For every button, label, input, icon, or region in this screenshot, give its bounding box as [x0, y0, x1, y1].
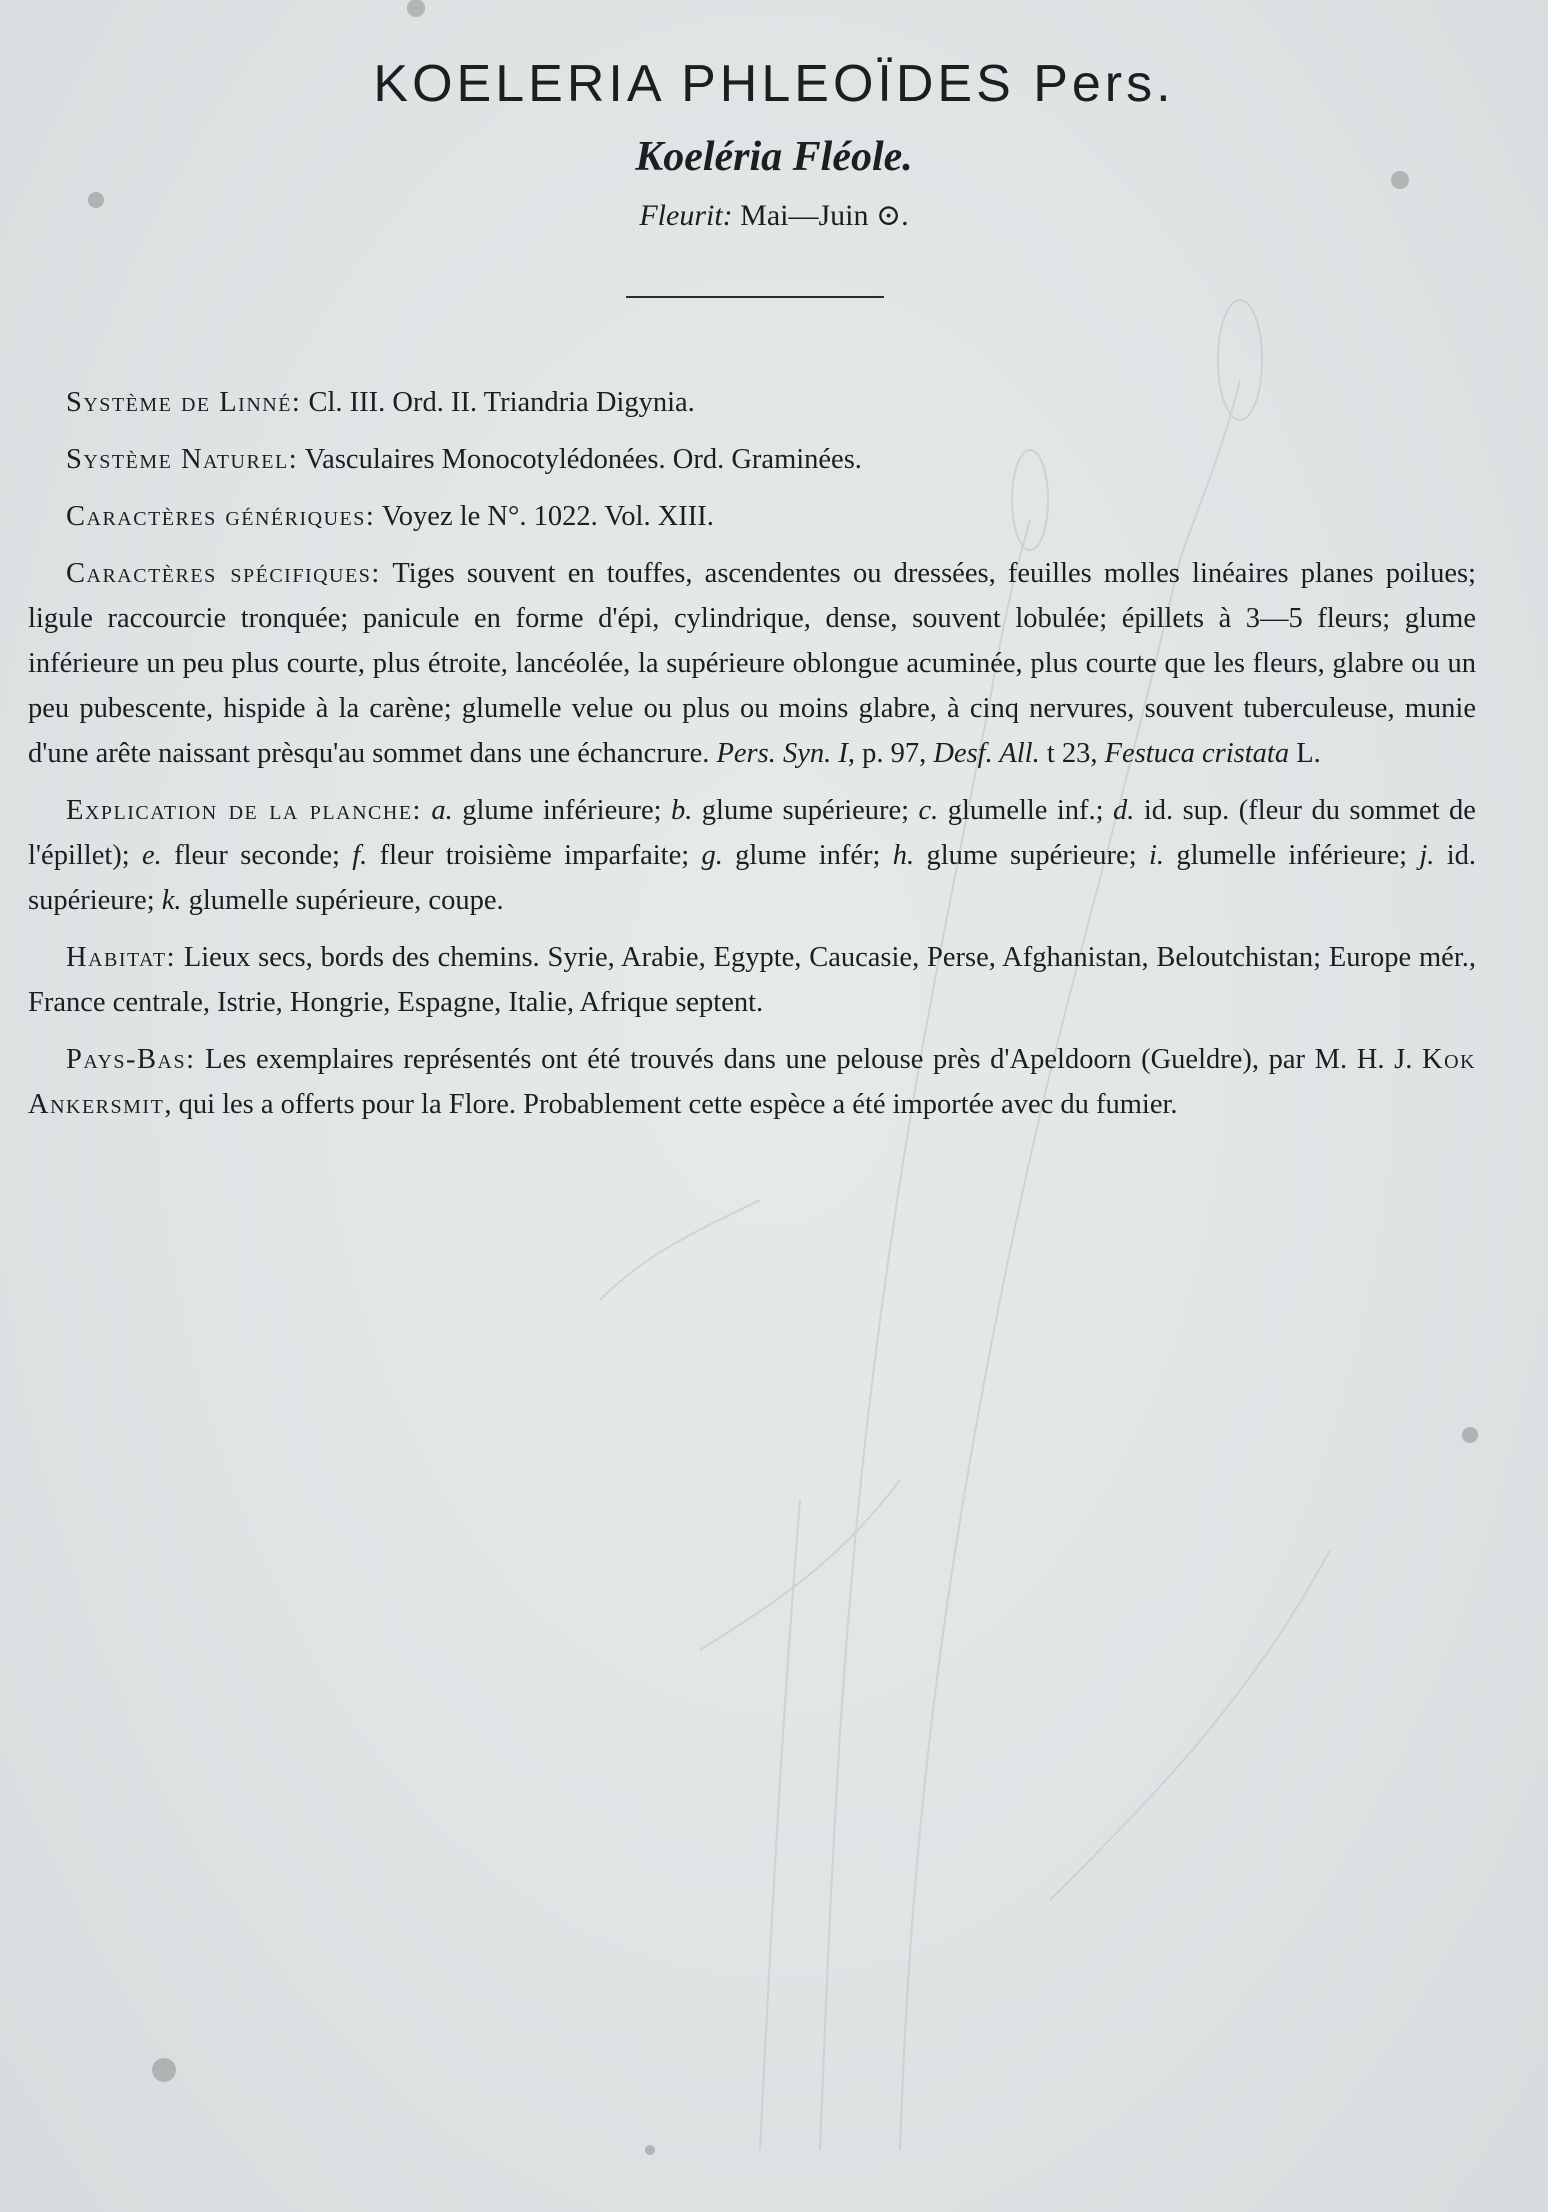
reference-desfontaines: Desf. All. — [933, 738, 1040, 769]
plate-item — [431, 795, 671, 826]
reference-tail: t 23, — [1039, 738, 1105, 769]
section-naturel — [28, 437, 1476, 482]
flowering-period — [0, 196, 1548, 236]
plate-text: glumelle inf.; — [938, 795, 1114, 826]
plate-letter: j. — [1419, 840, 1435, 871]
plate-letter: d. — [1113, 795, 1135, 826]
plate-letter: k. — [161, 885, 182, 916]
reference-tail: L. — [1289, 738, 1321, 769]
plate-text: glume supérieure; — [914, 840, 1149, 871]
plate-text: glume inférieure; — [452, 795, 671, 826]
plate-letter: c. — [918, 795, 939, 826]
plate-text: id. sup. (fleur du sommet de l'épillet); — [28, 795, 1476, 871]
plate-text: glumelle inférieure; — [1164, 840, 1420, 871]
section-text: Tiges souvent en touffes, ascendentes ou dressées, feuilles molles linéaires planes poilues; ligule raccourcie tronquée; panicule en forme d'épi, cylindrique, dense, souvent lobulée; épillets à 3—5 fleurs; glume inférieure un peu plus courte, plus étroite, lancéolée, la supérieure oblongue acuminée, plus courte que les fleurs, glabre ou un peu pubescente, hispide à la carène; glumelle velue ou plus ou moins glabre, à cinq nervures, souvent tuberculeuse, munie d'une arête naissant prèsqu'au sommet dans une échancrure. — [28, 558, 1476, 769]
plate-text: fleur troisième imparfaite; — [367, 840, 702, 871]
section-text: Cl. III. Ord. II. Triandria Digynia. — [301, 387, 695, 418]
section-label: Caractères spécifiques: — [66, 558, 381, 589]
section-label: Système Naturel: — [66, 444, 299, 475]
plate-item — [671, 795, 919, 826]
reference-tail: , p. 97, — [847, 738, 934, 769]
section-paysbas — [28, 1037, 1476, 1127]
section-text: , qui les a offerts pour la Flore. Probablement cette espèce a été importée avec du fumier. — [164, 1089, 1178, 1120]
plate-item — [352, 840, 701, 871]
section-linne — [28, 380, 1476, 425]
plate-item — [893, 840, 1149, 871]
plate-text: glume supérieure; — [692, 795, 919, 826]
plate-letter: a. — [431, 795, 453, 826]
section-label: Système de Linné: — [66, 387, 302, 418]
plate-letter: i. — [1148, 840, 1164, 871]
section-text: Lieux secs, bords des chemins. Syrie, Arabie, Egypte, Caucasie, Perse, Afghanistan, Beloutchistan; Europe mér., France centrale, Istrie, Hongrie, Espagne, Italie, Afrique septent. — [28, 942, 1476, 1018]
section-habitat — [28, 935, 1476, 1025]
flowering-label: Fleurit: — [639, 199, 733, 232]
section-text: Les exemplaires représentés ont été trouvés dans une pelouse près d'Apeldoorn (Gueldre), par M. H. J. — [195, 1044, 1423, 1075]
reference-synonym: Festuca cristata — [1104, 738, 1290, 769]
plate-letter: b. — [670, 795, 693, 826]
plate-item — [162, 885, 504, 916]
section-label: Explication de la planche: — [66, 795, 422, 826]
page-subtitle: Koeléria Fléole. — [635, 134, 913, 180]
section-text: Vasculaires Monocotylédonées. Ord. Graminées. — [298, 444, 862, 475]
collector-name: Kok Ankersmit — [28, 1044, 1476, 1120]
plate-item — [142, 840, 352, 871]
section-generiques — [28, 494, 1476, 539]
divider-rule — [626, 296, 884, 298]
plate-letter: f. — [352, 840, 368, 871]
plate-text: id. supérieure; — [28, 840, 1477, 916]
section-text: Voyez le N°. 1022. Vol. XIII. — [375, 501, 714, 532]
section-specifiques — [28, 551, 1476, 776]
reference-persoon: Pers. Syn. I — [716, 738, 848, 769]
description-body — [28, 380, 1476, 1139]
plate-letter: h. — [892, 840, 915, 871]
page-title: KOELERIA PHLEOÏDES Pers. — [373, 55, 1175, 113]
section-label: Caractères génériques: — [66, 501, 376, 532]
section-label: Pays-Bas: — [66, 1044, 196, 1075]
section-label: Habitat: — [66, 942, 177, 973]
plate-text: glumelle supérieure, coupe. — [181, 885, 504, 916]
flowering-value: Mai—Juin ⊙. — [740, 199, 909, 232]
plate-item — [919, 795, 1114, 826]
plate-item — [1149, 840, 1419, 871]
plate-text: glume infér; — [722, 840, 893, 871]
plate-letter: g. — [701, 840, 723, 871]
plate-letter: e. — [142, 840, 162, 871]
plate-text: fleur seconde; — [161, 840, 353, 871]
section-explication — [28, 788, 1476, 923]
plate-item — [701, 840, 892, 871]
